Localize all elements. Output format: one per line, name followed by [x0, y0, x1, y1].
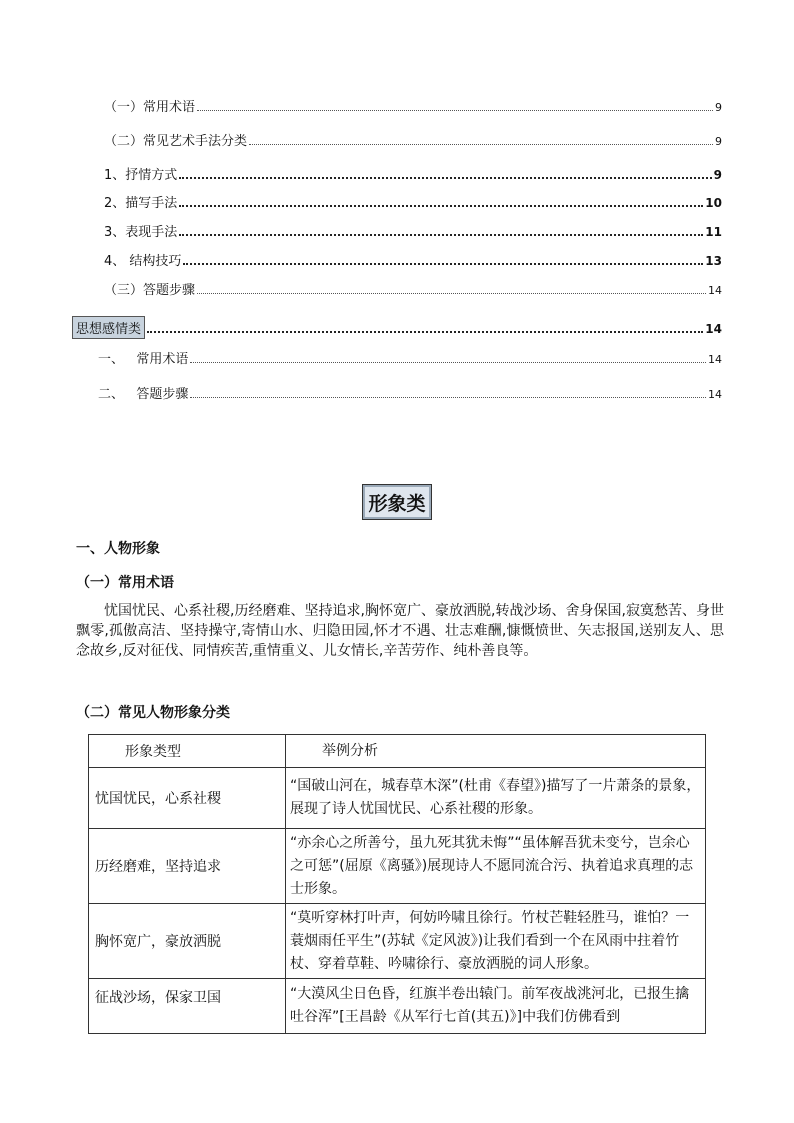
toc-page-number: 9 — [715, 135, 722, 148]
toc-page-number: 9 — [713, 168, 722, 182]
table-cell-type: 历经磨难，坚持追求 — [89, 829, 286, 904]
toc-page-number: 10 — [705, 196, 722, 210]
toc-entry-label: 4、 结构技巧 — [104, 254, 182, 269]
table-row — [89, 768, 706, 829]
table-header-cell: 举例分析 — [286, 735, 706, 768]
toc-entry[interactable] — [98, 348, 722, 367]
table-row — [89, 829, 706, 904]
toc-entry-label: （三）答题步骤 — [104, 283, 196, 298]
toc-leader — [197, 109, 713, 111]
toc-leader — [179, 233, 703, 236]
table-header-cell: 形象类型 — [89, 735, 286, 768]
toc-entry[interactable] — [72, 316, 722, 339]
toc-leader — [249, 143, 713, 145]
table-row — [89, 904, 706, 979]
toc-entry[interactable] — [104, 192, 722, 211]
toc-leader — [190, 396, 706, 398]
table-cell-type: 忧国忧民，心系社稷 — [89, 768, 286, 829]
table-row — [89, 979, 706, 1034]
toc-leader — [190, 361, 706, 363]
toc-entry-label: （二）常见艺术手法分类 — [104, 134, 248, 149]
toc-leader — [147, 330, 703, 333]
toc-entry-label: （一）常用术语 — [104, 100, 196, 115]
toc-entry[interactable] — [104, 96, 722, 115]
toc-page-number: 14 — [708, 353, 722, 366]
toc-page-number: 14 — [708, 388, 722, 401]
toc-entry[interactable] — [104, 221, 722, 240]
toc-leader — [179, 204, 703, 207]
heading-common-terms: （一）常用术语 — [76, 575, 174, 591]
table-cell-analysis: “大漠风尘日色昏，红旗半卷出辕门。前军夜战洮河北，已报生擒吐谷浑”[王昌龄《从军行七首(其五)》]中我们仿佛看到 — [286, 979, 706, 1034]
table-header-row — [89, 735, 706, 768]
toc-entry-label: 一、 常用术语 — [98, 352, 189, 367]
toc-leader — [197, 292, 706, 294]
table-cell-analysis: “亦余心之所善兮，虽九死其犹未悔”“虽体解吾犹未变兮，岂余心之可惩”(屈原《离骚》)展现诗人不愿同流合污、执着追求真理的志士形象。 — [286, 829, 706, 904]
table-cell-analysis: “莫听穿林打叶声，何妨吟啸且徐行。竹杖芒鞋轻胜马，谁怕？一蓑烟雨任平生”(苏轼《定风波》)让我们看到一个在风雨中拄着竹杖、穿着草鞋、吟啸徐行、豪放洒脱的词人形象。 — [286, 904, 706, 979]
toc-leader — [183, 262, 703, 265]
toc-entry[interactable] — [98, 383, 722, 402]
toc-entry[interactable] — [104, 130, 722, 149]
heading-character-types: （二）常见人物形象分类 — [76, 705, 230, 721]
toc-entry-label: 3、表现手法 — [104, 225, 178, 240]
toc-entry-label: 思想感情类 — [72, 316, 145, 339]
toc-page-number: 9 — [715, 101, 722, 114]
table-cell-type: 征战沙场，保家卫国 — [89, 979, 286, 1034]
heading-level-1: 一、人物形象 — [76, 541, 160, 557]
section-title: 形象类 — [362, 484, 432, 520]
toc-page-number: 14 — [708, 284, 722, 297]
toc-entry-label: 1、抒情方式 — [104, 168, 178, 183]
toc-page-number: 11 — [705, 225, 722, 239]
toc-entry[interactable] — [104, 164, 722, 183]
toc-entry[interactable] — [104, 279, 722, 298]
body-paragraph: 忧国忧民、心系社稷,历经磨难、坚持追求,胸怀宽广、豪放洒脱,转战沙场、舍身保国,寂寞愁苦、身世飘零,孤傲高洁、坚持操守,寄情山水、归隐田园,怀才不遇、壮志难酬,慷慨愤世、矢志报国,送别友人、思念故乡,反对征伐、同情疾苦,重情重义、儿女情长,辛苦劳作、纯朴善良等。 — [76, 603, 724, 659]
toc-entry[interactable] — [104, 250, 722, 269]
toc-entry-label: 二、 答题步骤 — [98, 387, 189, 402]
table-cell-type: 胸怀宽广，豪放洒脱 — [89, 904, 286, 979]
toc-leader — [179, 176, 711, 179]
toc-entry-label: 2、描写手法 — [104, 196, 178, 211]
toc-page-number: 14 — [705, 322, 722, 336]
character-image-table — [88, 734, 706, 1034]
toc-page-number: 13 — [705, 254, 722, 268]
table-cell-analysis: “国破山河在，城春草木深”(杜甫《春望》)描写了一片萧条的景象，展现了诗人忧国忧民、心系社稷的形象。 — [286, 768, 706, 829]
